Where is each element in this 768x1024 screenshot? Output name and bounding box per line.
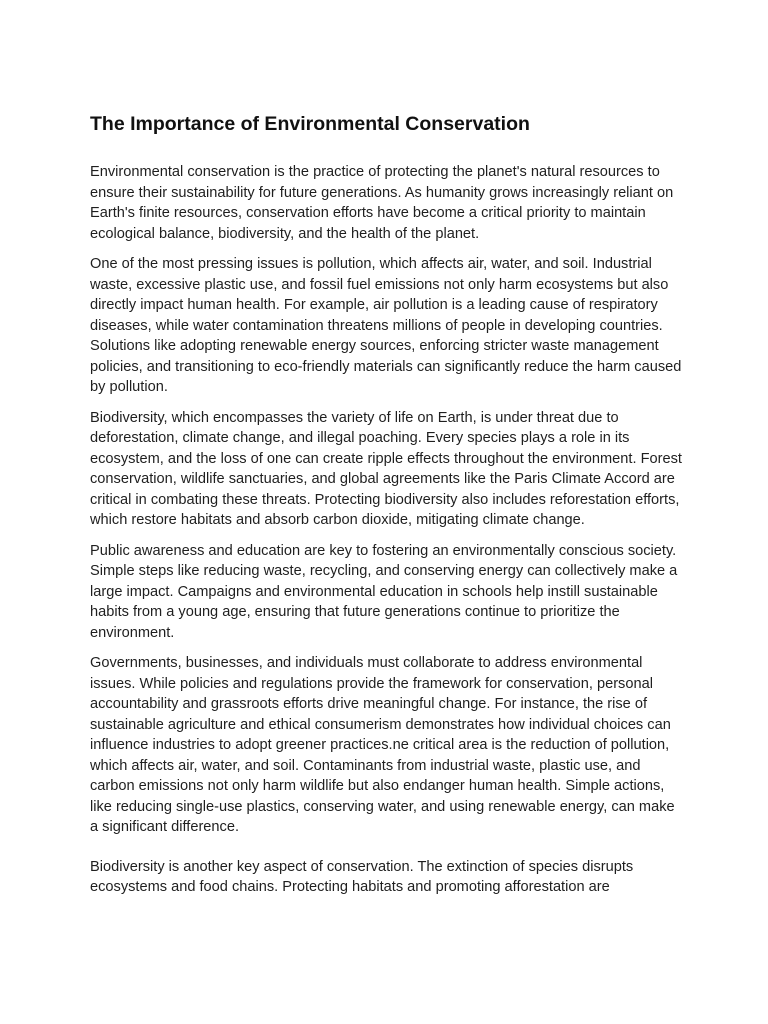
- paragraph-pollution: One of the most pressing issues is pollution, which affects air, water, and soil. Industrial waste, excessive plastic use, and fossil fuel emissions not only harm ecosystems but also directly impact human health. For example, air pollution is a leading cause of respiratory diseases, while water contamination threatens millions of people in developing countries. Solutions like adopting renewable energy sources, enforcing stricter waste management policies, and transitioning to eco-friendly materials can significantly reduce the harm caused by pollution.: [90, 256, 682, 395]
- paragraph-biodiversity-continued: Biodiversity is another key aspect of conservation. The extinction of species disrupts ecosystems and food chains. Protecting habitats and promoting afforestation are: [90, 858, 634, 895]
- paragraph-collaboration: Governments, businesses, and individuals must collaborate to address environmental issues. While policies and regulations provide the framework for conservation, personal accountability and grassroots efforts drive meaningful change. For instance, the rise of sustainable agriculture and ethical consumerism demonstrates how individual choices can influence industries to adopt greener practices.ne critical area is the reduction of pollution, which affects air, water, and soil. Contaminants from industrial waste, plastic use, and carbon emissions not only harm wildlife but also endanger human health. Simple actions, like reducing single-use plastics, conserving water, and using renewable energy, can make a significant difference.: [90, 655, 675, 835]
- paragraph-awareness: Public awareness and education are key to fostering an environmentally conscious society. Simple steps like reducing waste, recycling, and conserving energy can collectively make a large impact. Campaigns and environmental education in schools help instill sustainable habits from a young age, ensuring that future generations continue to prioritize the environment.: [90, 542, 678, 641]
- paragraph-intro: Environmental conservation is the practice of protecting the planet's natural resources to ensure their sustainability for future generations. As humanity grows increasingly reliant on Earth's finite resources, conservation efforts have become a critical priority to maintain ecological balance, biodiversity, and the health of the planet.: [90, 164, 674, 242]
- document-title: The Importance of Environmental Conservation: [90, 113, 530, 135]
- document-body: [90, 110, 682, 908]
- paragraph-biodiversity: Biodiversity, which encompasses the variety of life on Earth, is under threat due to deforestation, climate change, and illegal poaching. Every species plays a role in its ecosystem, and the loss of one can create ripple effects throughout the environment. Forest conservation, wildlife sanctuaries, and global agreements like the Paris Climate Accord are critical in combating these threats. Protecting biodiversity also includes reforestation efforts, which restore habitats and absorb carbon dioxide, mitigating climate change.: [90, 409, 682, 528]
